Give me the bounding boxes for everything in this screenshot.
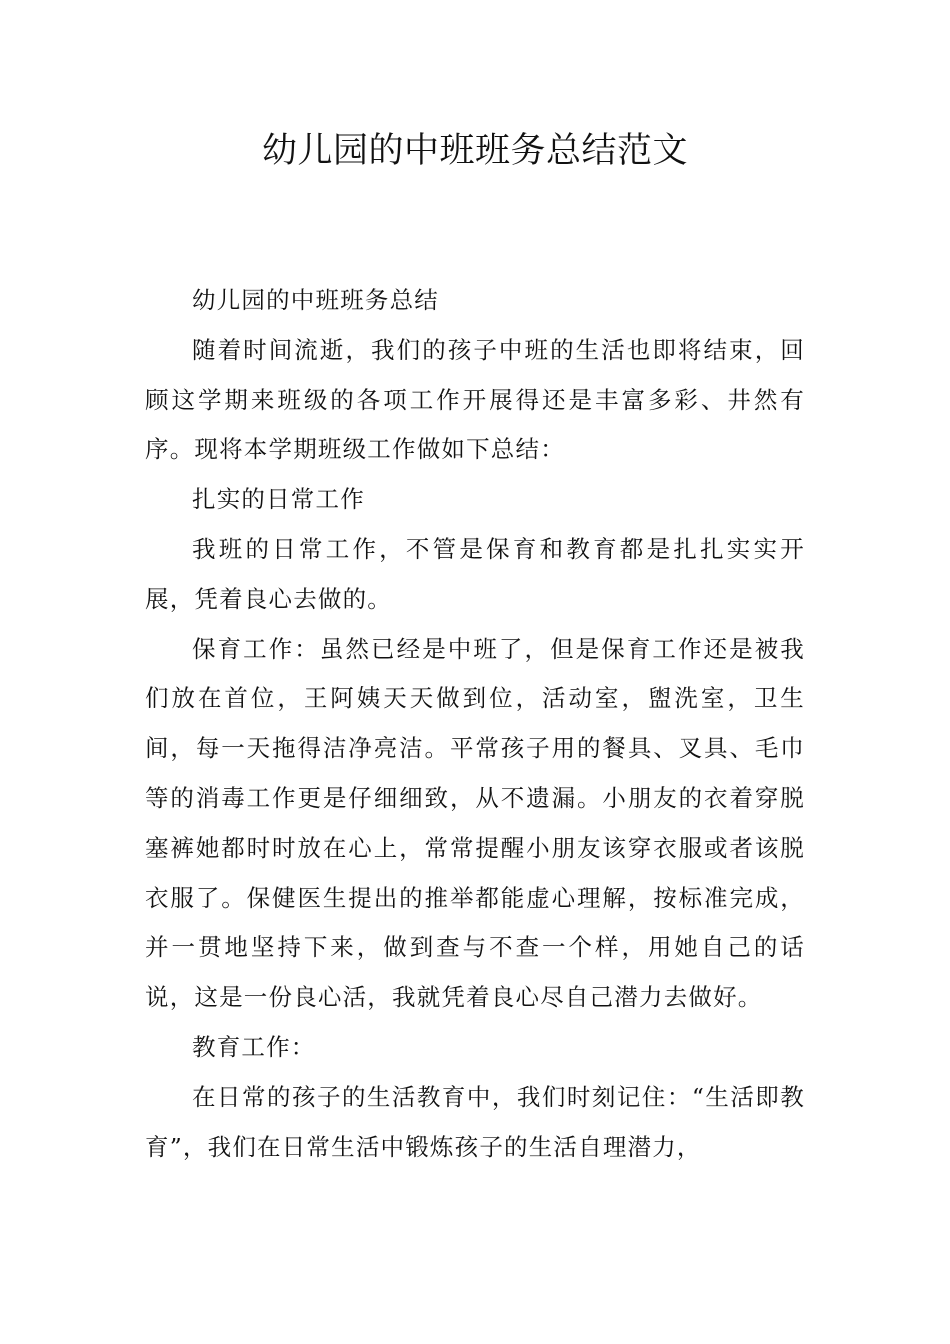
paragraph-intro: 随着时间流逝，我们的孩子中班的生活也即将结束，回顾这学期来班级的各项工作开展得还是丰富多彩、井然有序。现将本学期班级工作做如下总结： [145, 335, 805, 464]
section-heading-daily-work: 扎实的日常工作 [192, 485, 365, 514]
paragraph-subtitle: 幼儿园的中班班务总结 [192, 286, 439, 314]
paragraph-daily-work: 我班的日常工作，不管是保育和教育都是扎扎实实开展，凭着良心去做的。 [145, 534, 805, 613]
paragraph-education-work: 在日常的孩子的生活教育中，我们时刻记住：“生活即教育”，我们在日常生活中锻炼孩子的生活自理潜力， [145, 1082, 805, 1161]
document-body [145, 276, 805, 1172]
document-title: 幼儿园的中班班务总结范文 [261, 131, 688, 171]
paragraph-care-work: 保育工作：虽然已经是中班了，但是保育工作还是被我们放在首位，王阿姨天天做到位，活动室，盥洗室，卫生间，每一天拖得洁净亮洁。平常孩子用的餐具、叉具、毛巾等的消毒工作更是仔细细致，从不遗漏。小朋友的衣着穿脱塞裤她都时时放在心上，常常提醒小朋友该穿衣服或者该脱衣服了。保健医生提出的推举都能虚心理解，按标准完成，并一贯地坚持下来，做到查与不查一个样，用她自己的话说，这是一份良心活，我就凭着良心尽自己潜力去做好。 [145, 634, 805, 1012]
section-heading-education-work: 教育工作： [192, 1032, 316, 1061]
